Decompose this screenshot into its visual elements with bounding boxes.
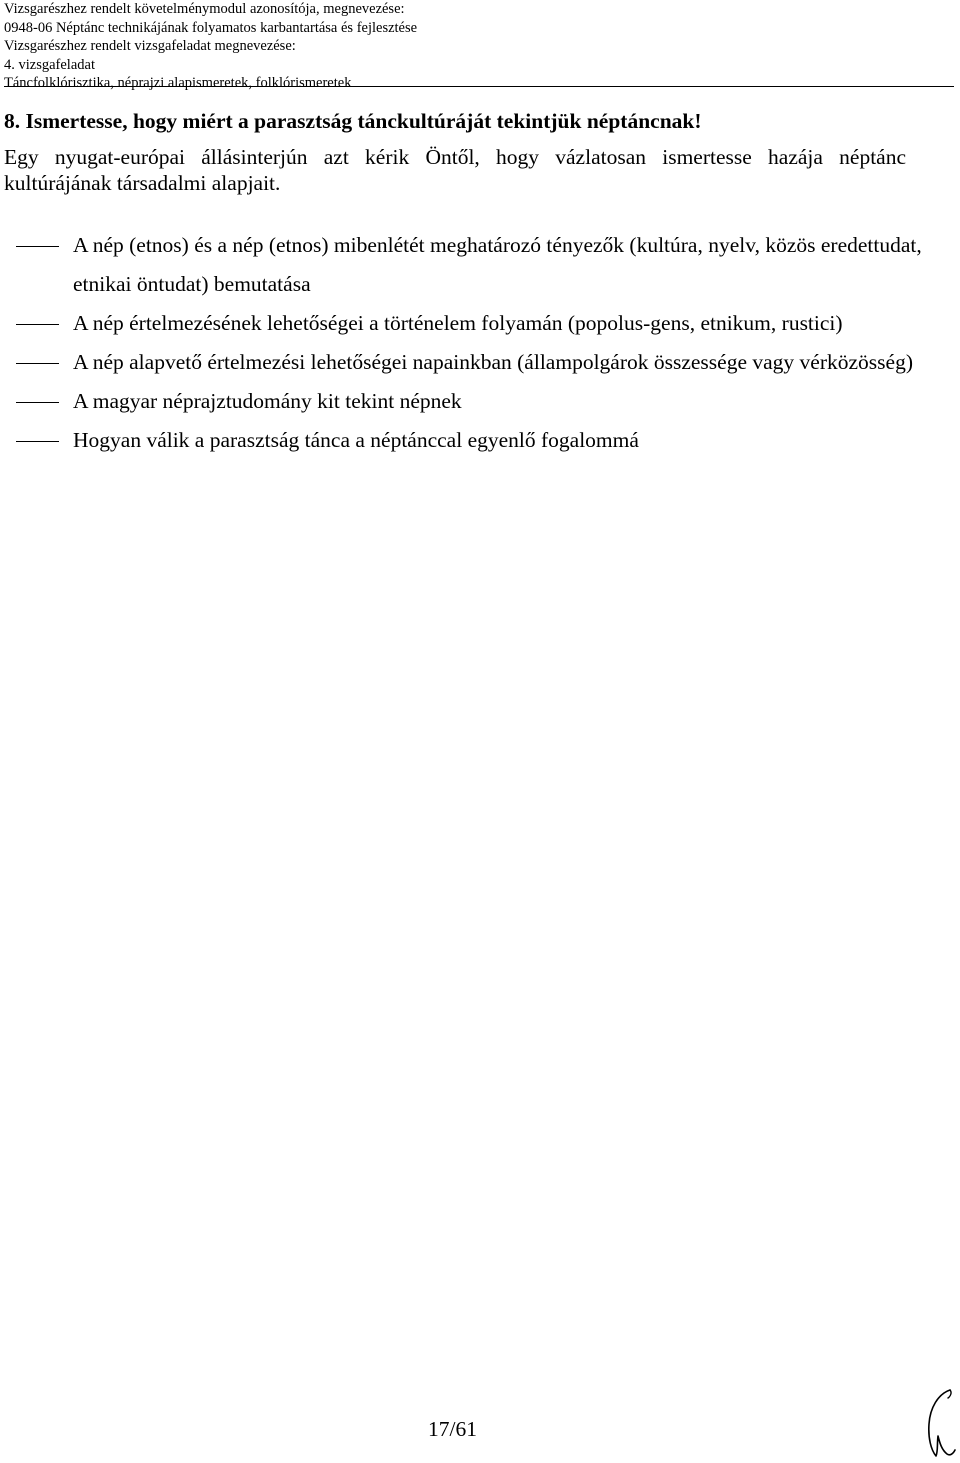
list-item — [0, 421, 950, 460]
page-number: 17/61 — [428, 1417, 477, 1441]
bullet-list — [0, 226, 950, 460]
dash-bullet-icon — [16, 324, 59, 325]
dash-bullet-icon — [16, 246, 59, 247]
header-line-task-label: Vizsgarészhez rendelt vizsgafeladat megnevezése: — [4, 38, 296, 55]
list-item — [0, 226, 950, 304]
list-item — [0, 382, 950, 421]
list-item-text: A nép alapvető értelmezési lehetőségei napainkban (állampolgárok összessége vagy vérközösség) — [73, 350, 913, 374]
header-line-module-label: Vizsgarészhez rendelt követelménymodul azonosítója, megnevezése: — [4, 1, 405, 17]
question-title: 8. Ismertesse, hogy miért a parasztság tánckultúráját tekintjük néptáncnak! — [4, 109, 702, 133]
header-line-task-name: Táncfolklórisztika, néprajzi alapismeretek, folklórismeretek — [4, 75, 352, 92]
list-item — [0, 304, 950, 343]
document-header — [4, 0, 944, 93]
handwritten-signature-icon — [920, 1386, 956, 1460]
list-item-text: A nép (etnos) és a nép (etnos) mibenlétét meghatározó tényezők (kultúra, nyelv, közös eredettudat, etnikai öntudat) bemutatása — [73, 233, 922, 296]
list-item — [0, 343, 950, 382]
header-line-module-code: 0948-06 Néptánc technikájának folyamatos karbantartása és fejlesztése — [4, 19, 418, 36]
list-item-text: A nép értelmezésének lehetőségei a történelem folyamán (popolus-gens, etnikum, rustici) — [73, 311, 843, 335]
question-intro: Egy nyugat-európai állásinterjún azt kérik Öntől, hogy vázlatosan ismertesse hazája néptánc kultúrájának társadalmi alapjait. — [4, 145, 906, 195]
header-divider — [4, 86, 954, 87]
dash-bullet-icon — [16, 441, 59, 442]
dash-bullet-icon — [16, 402, 59, 403]
list-item-text: Hogyan válik a parasztság tánca a néptánccal egyenlő fogalommá — [73, 428, 639, 452]
list-item-text: A magyar néprajztudomány kit tekint népnek — [73, 389, 462, 413]
header-line-task-number: 4. vizsgafeladat — [4, 56, 95, 73]
dash-bullet-icon — [16, 363, 59, 364]
